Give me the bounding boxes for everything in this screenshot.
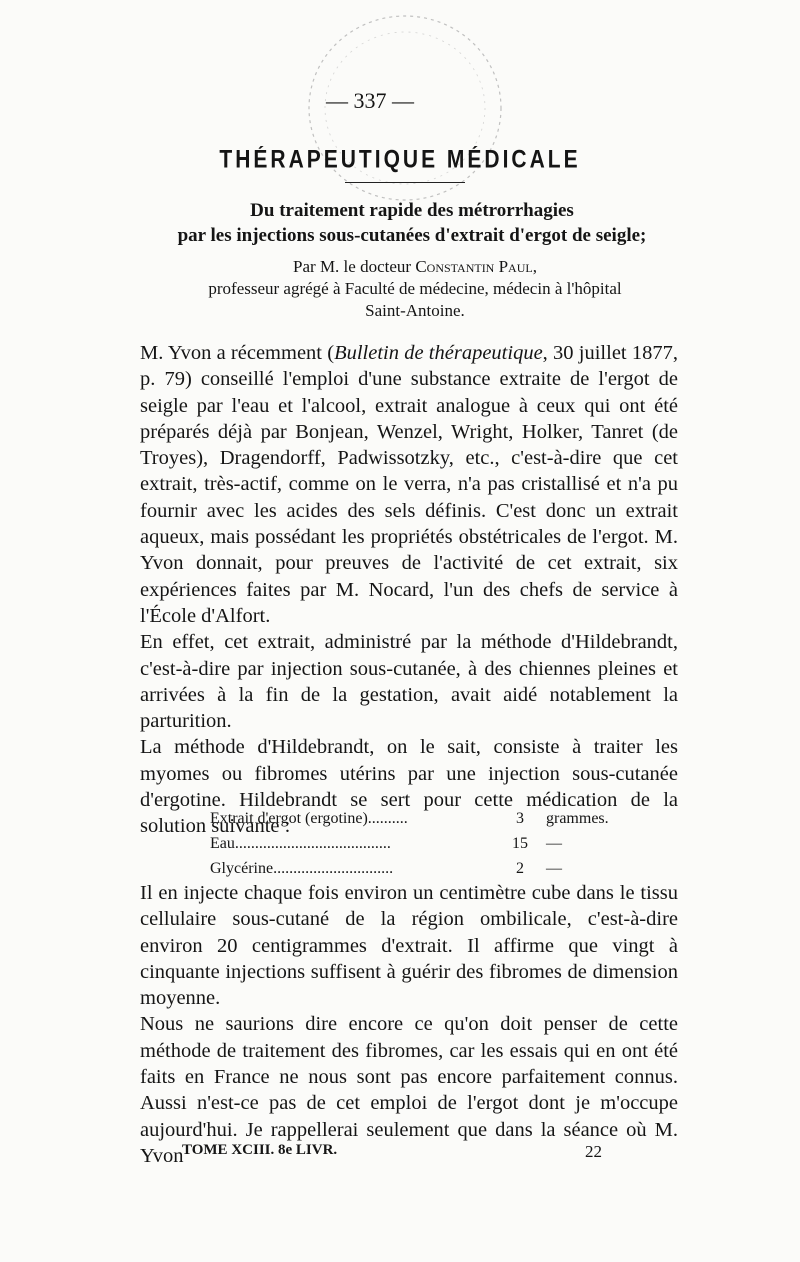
body-text-top: [140, 340, 678, 840]
formula-unit: —: [546, 860, 562, 877]
affiliation-line-2: Saint-Antoine.: [365, 301, 465, 320]
footer-signature: TOME XCIII. 8e LIVR.: [182, 1142, 338, 1158]
formula-ingredient: Glycérine..............................: [210, 860, 394, 877]
byline-prefix: Par M. le docteur: [293, 257, 412, 276]
formula-quantity: 2: [516, 860, 524, 877]
byline: [120, 256, 710, 322]
formula-ingredient: Eau.......................................: [210, 835, 391, 852]
journal-title: Bulletin de thérapeutique: [334, 342, 543, 364]
footer-sheet-number: 22: [585, 1142, 602, 1161]
paragraph-5: Nous ne saurions dire encore ce qu'on doit penser de cette méthode de traitement des fibromes, car les essais qui en ont été faits en France ne nous sont pas encore parfaitement connus. Aussi n'est-ce pas de cet emploi de l'ergot dont je m'occupe aujourd'hui. Je rappellerai seulement que dans la séance où M. Yvon: [140, 1013, 678, 1167]
paragraph-4: Il en injecte chaque fois environ un centimètre cube dans le tissu cellulaire sous-cutané de la région ombilicale, c'est-à-dire environ 20 centigrammes d'extrait. Il affirme que vingt à cinquante injections suffisent à guérir des fibromes de dimension moyenne.: [140, 882, 678, 1010]
body-text-bottom: [140, 880, 678, 1169]
formula-quantity: 3: [516, 810, 524, 827]
formula-row: [210, 856, 610, 881]
formula-row: [210, 831, 610, 856]
formula-table: [210, 806, 610, 881]
author-name: Constantin Paul,: [415, 257, 537, 276]
formula-ingredient: Extrait d'ergot (ergotine)..........: [210, 810, 408, 827]
formula-unit: grammes.: [546, 810, 609, 827]
title-rule: [345, 182, 465, 183]
formula-quantity: 15: [512, 835, 528, 852]
article-title: [122, 198, 702, 248]
paragraph-1: [140, 340, 678, 629]
page-number: — 337 —: [326, 88, 414, 113]
paragraph-1-start: M. Yvon a récemment (: [140, 342, 335, 364]
page-footer: [182, 1142, 602, 1162]
paragraph-3: La méthode d'Hildebrandt, on le sait, consiste à traiter les myomes ou fibromes utérins par une injection sous-cutanée d'ergotine. Hildebrandt se sert pour cette médication de la solution suivante :: [140, 736, 678, 838]
paragraph-2: En effet, cet extrait, administré par la méthode d'Hildebrandt, c'est-à-dire par injection sous-cutanée, à des chiennes pleines et arrivées à la fin de la gestation, avait aidé notablement la parturition.: [140, 631, 678, 733]
affiliation-line-1: professeur agrégé à Faculté de médecine, médecin à l'hôpital: [208, 279, 622, 298]
article-title-line-2: par les injections sous-cutanées d'extrait d'ergot de seigle;: [177, 225, 647, 246]
formula-row: [210, 806, 610, 831]
formula-unit: —: [546, 835, 562, 852]
paragraph-1-rest: , 30 juillet 1877, p. 79) conseillé l'emploi d'une substance extraite de l'ergot de seigle par l'eau et l'alcool, extrait analogue à ceux qui ont été préparés déjà par Bonjean, Wenzel, Wright, Holker, Tanret (de Troyes), Dragendorff, Padwissotzky, etc., c'est-à-dire que cet extrait, très-actif, comme on le verra, n'a pas cristallisé et n'a pu fournir avec les acides des sels définis. C'est donc un extrait aqueux, mais possédant les propriétés obstétricales de l'ergot. M. Yvon donnait, pour preuves de l'activité de cet extrait, six expériences faites par M. Nocard, l'un des chefs de service à l'École d'Alfort.: [140, 342, 678, 627]
running-head: THÉRAPEUTIQUE MÉDICALE: [219, 146, 581, 174]
article-title-line-1: Du traitement rapide des métrorrhagies: [250, 200, 574, 221]
byline-author-line: [120, 256, 710, 278]
